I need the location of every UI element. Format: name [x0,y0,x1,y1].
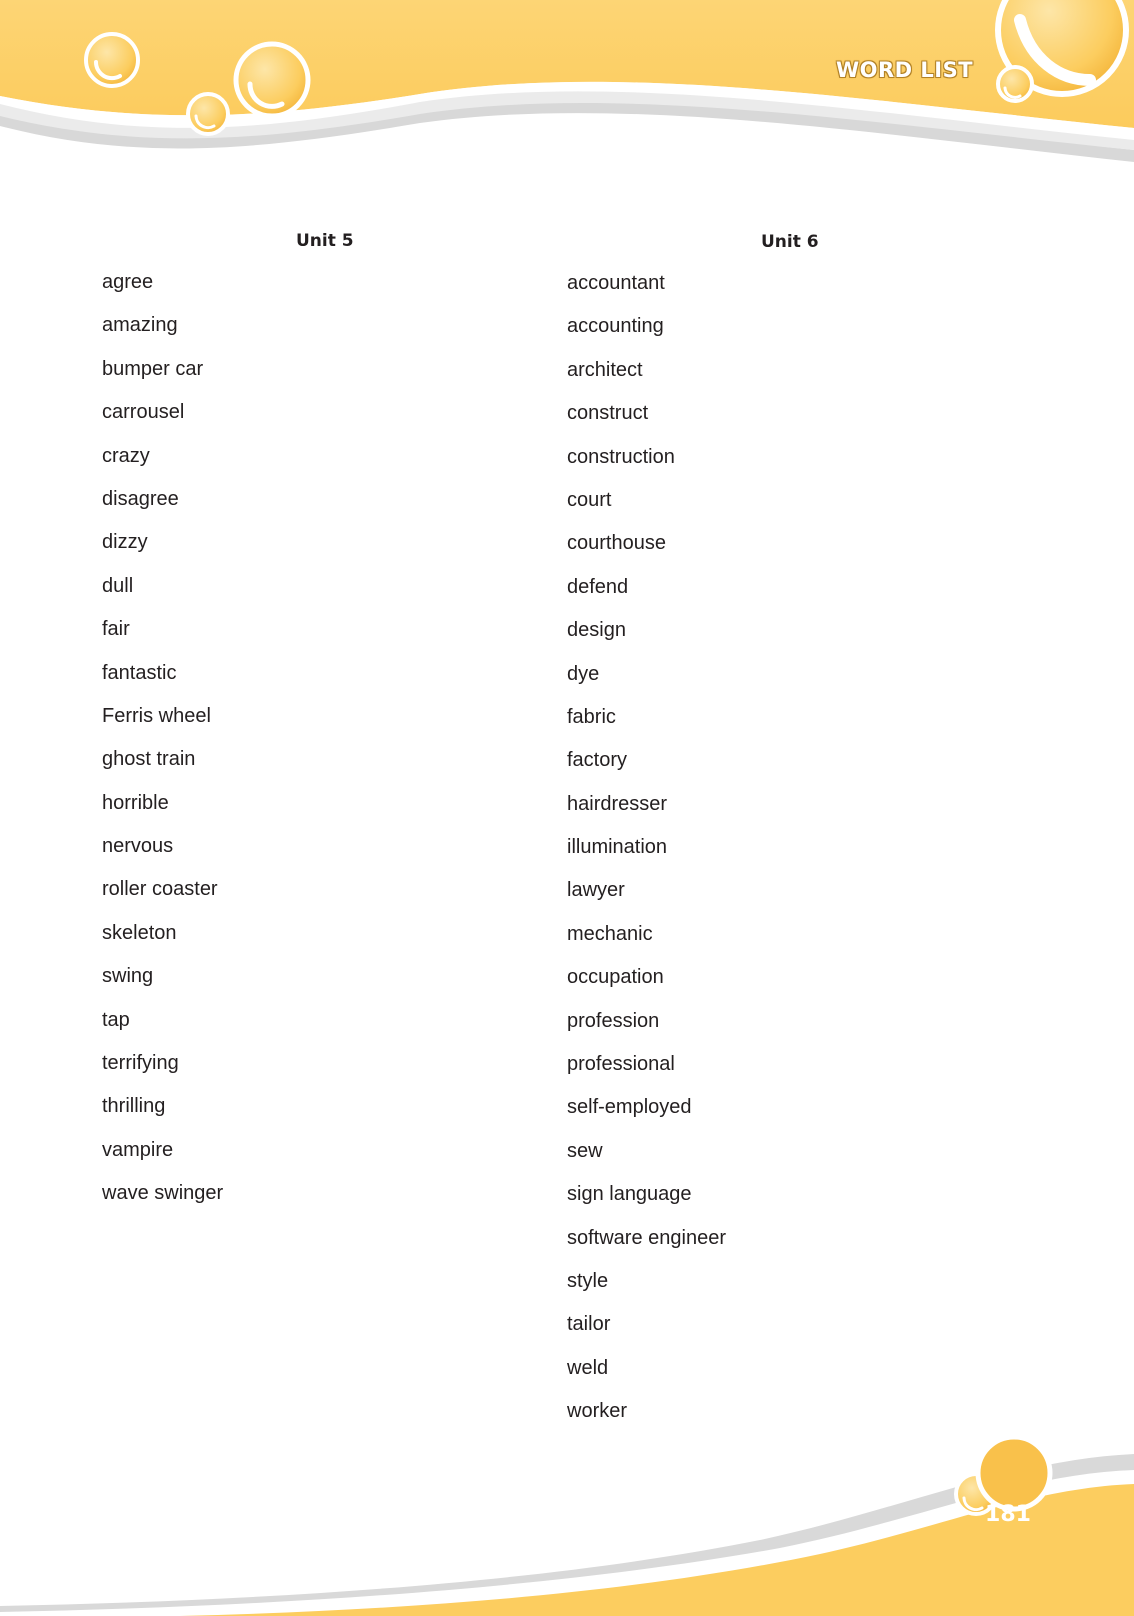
list-item: architect [567,358,643,381]
unit-heading: Unit 6 [761,232,819,252]
list-item: crazy [102,444,150,467]
list-item: worker [567,1400,628,1423]
list-item: tailor [567,1313,611,1336]
footer-banner [0,1430,1134,1616]
list-item: factory [567,749,628,772]
list-item: terrifying [102,1052,179,1075]
list-item: style [567,1269,609,1292]
list-item: hairdresser [567,792,668,815]
list-item: carrousel [102,401,185,424]
unit-6-column [567,230,1007,1443]
list-item: thrilling [102,1095,166,1118]
list-item: self-employed [567,1096,692,1119]
list-item: bumper car [102,357,204,380]
list-item: court [567,488,612,511]
list-item: tap [102,1008,130,1031]
list-item: occupation [567,966,664,989]
list-item: wave swinger [102,1182,224,1205]
list-item: sign language [567,1183,692,1206]
word-list [567,271,1007,1443]
list-item: weld [567,1356,609,1379]
list-item: software engineer [567,1226,726,1249]
list-item: amazing [102,314,178,337]
list-item: courthouse [567,532,666,555]
list-item: sew [567,1139,603,1162]
list-item: defend [567,575,629,598]
list-item: fabric [567,705,616,728]
list-item: fantastic [102,661,177,684]
list-item: vampire [102,1138,174,1161]
header-banner [0,0,1134,180]
list-item: dye [567,662,600,685]
page-number: 181 [985,1502,1031,1527]
list-item: profession [567,1009,660,1032]
unit-5-column [102,230,542,1225]
list-item: nervous [102,835,174,858]
list-item: disagree [102,487,179,510]
list-item: mechanic [567,922,653,945]
list-item: design [567,619,626,642]
unit-heading: Unit 5 [296,231,354,251]
list-item: skeleton [102,921,177,944]
list-item: dizzy [102,531,148,554]
list-item: horrible [102,791,169,814]
list-item: dull [102,574,134,597]
list-item: agree [102,271,154,293]
list-item: roller coaster [102,878,218,901]
list-item: fair [102,618,130,641]
page-section-title: WORD LIST [836,58,974,82]
list-item: construction [567,445,675,468]
word-list [102,270,542,1225]
list-item: illumination [567,836,668,859]
list-item: accountant [567,272,665,294]
list-item: Ferris wheel [102,704,211,727]
list-item: swing [102,965,154,988]
list-item: ghost train [102,748,196,771]
list-item: professional [567,1053,675,1076]
list-item: accounting [567,315,664,338]
list-item: lawyer [567,879,625,902]
list-item: construct [567,402,649,425]
